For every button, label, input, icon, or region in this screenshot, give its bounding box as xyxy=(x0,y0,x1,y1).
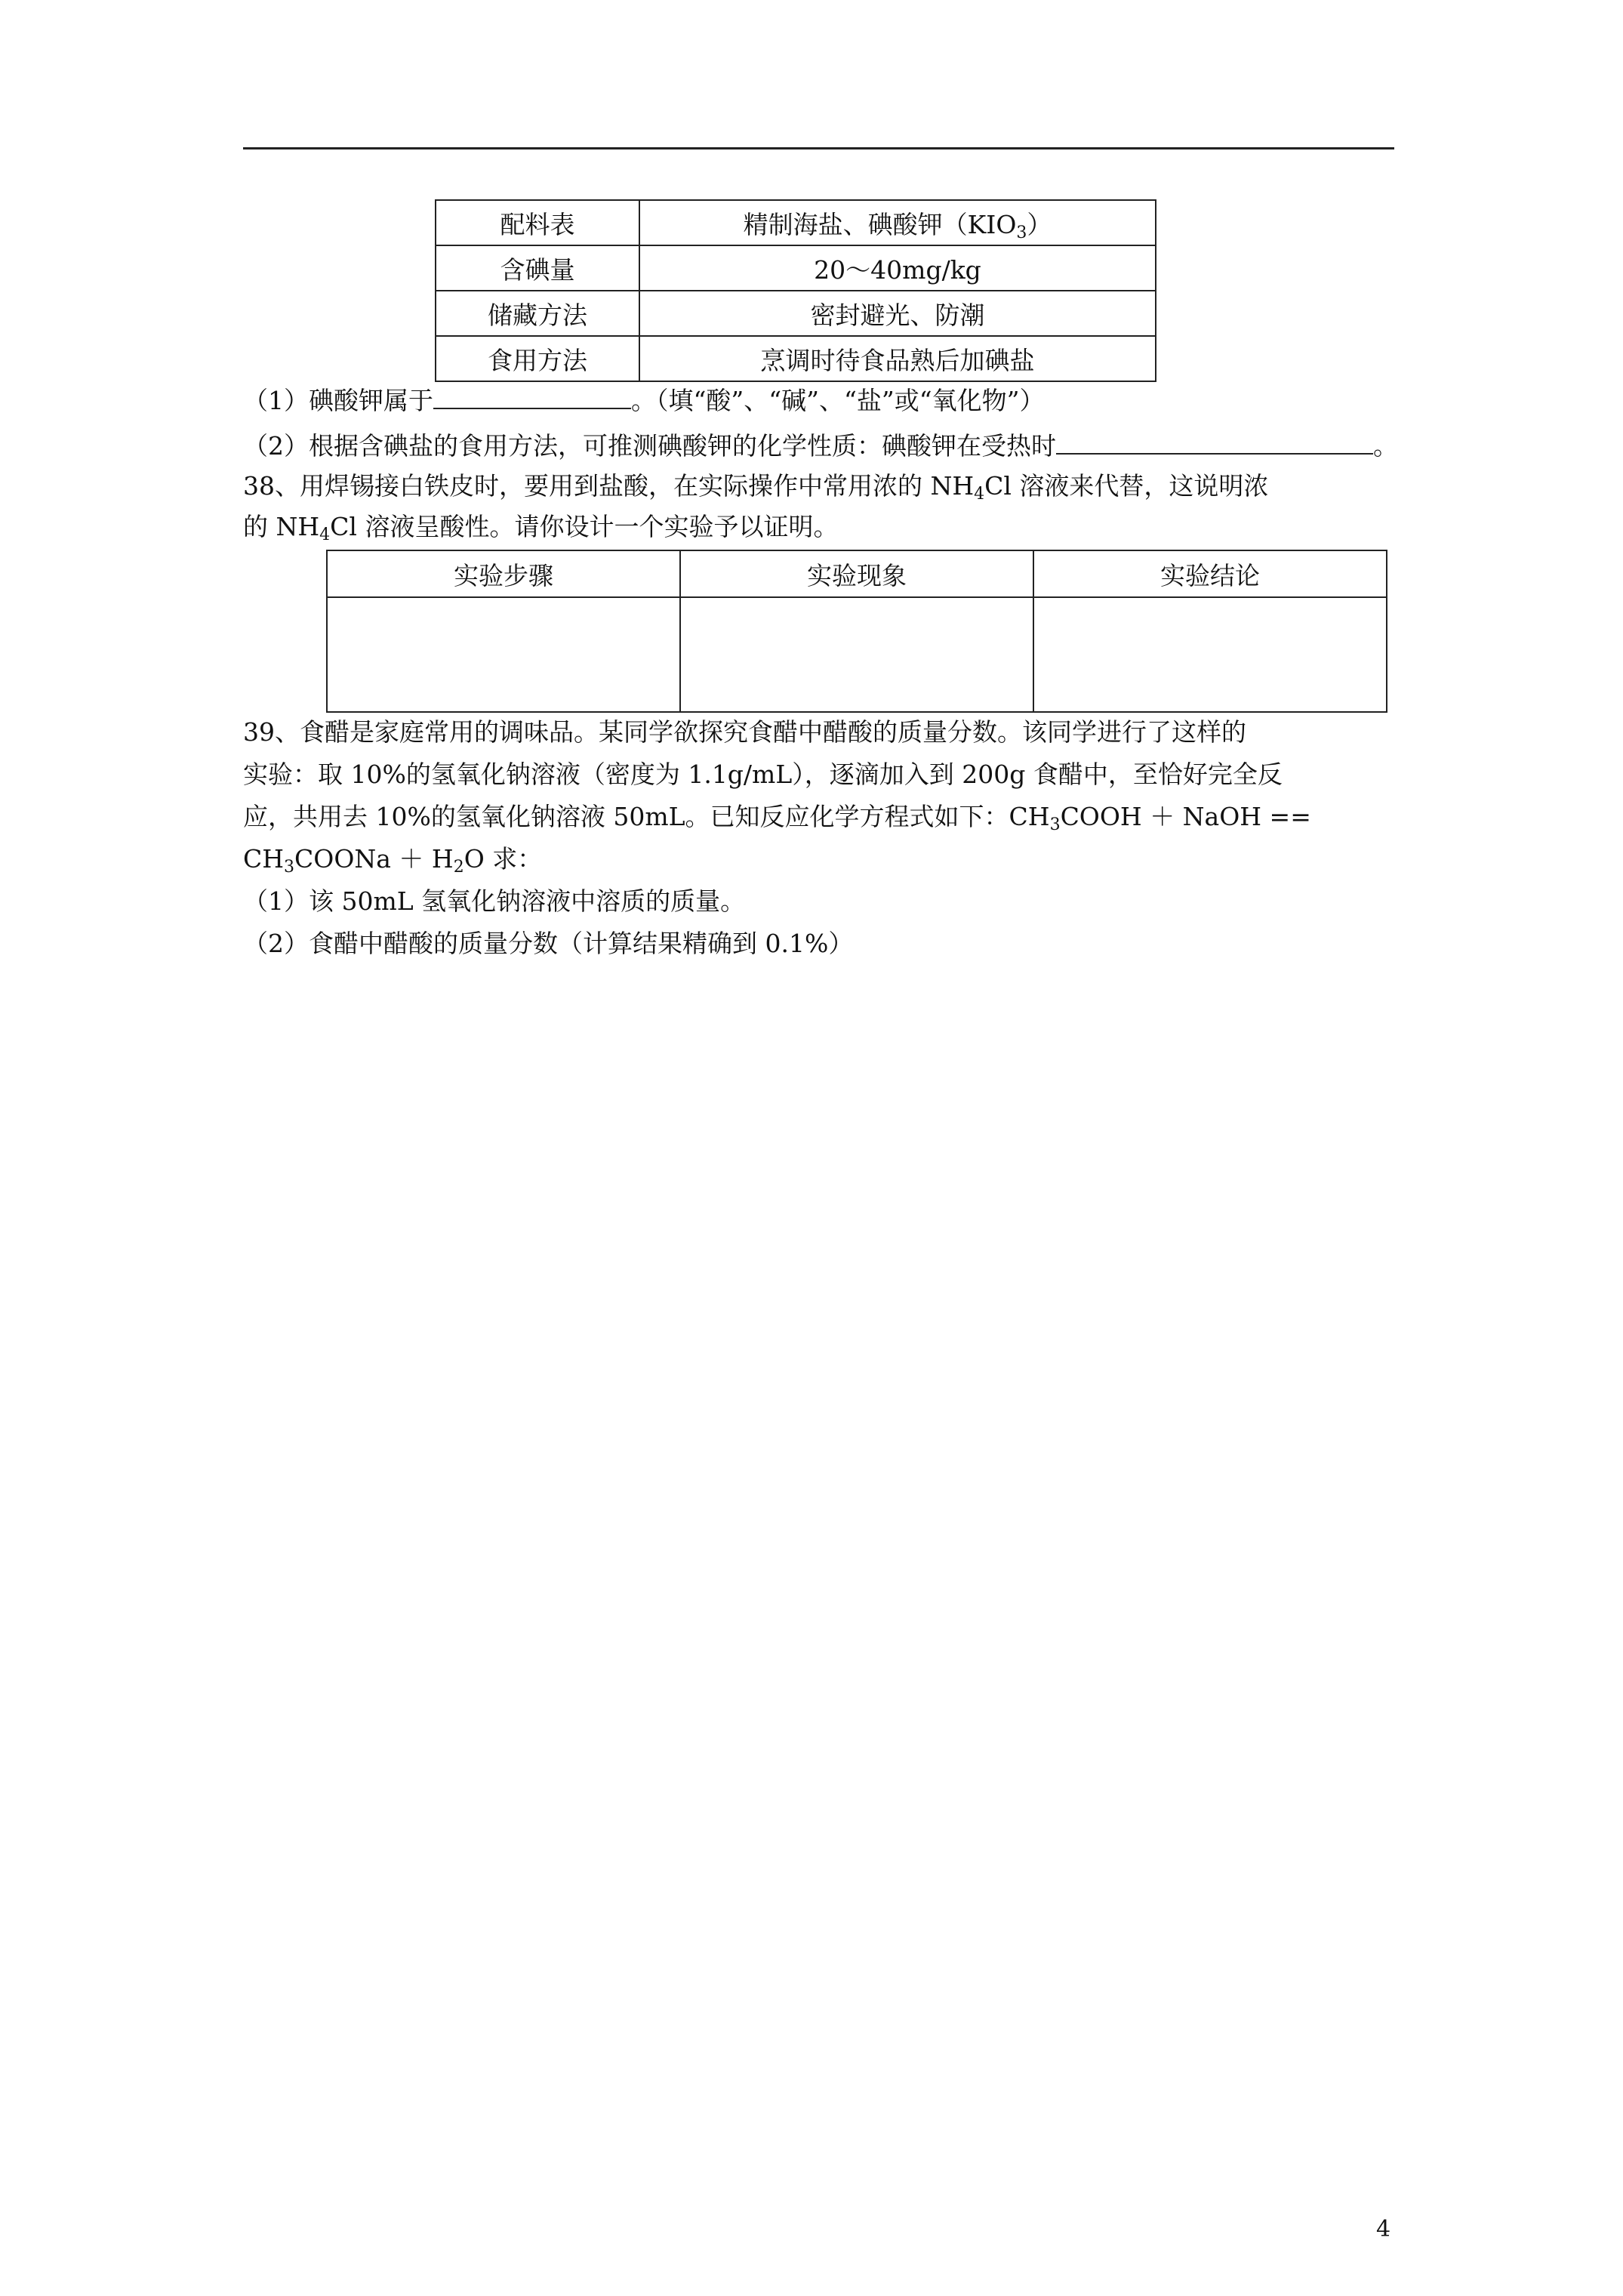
q38-line1: 38、用焊锡接白铁皮时，要用到盐酸，在实际操作中常用浓的 $NH_4Cl$ 溶液来代替，这说明浓 xyxy=(243,471,1269,504)
q37-part1: （1）碘酸钾属于 。（填“酸”、“碱”、“盐”或“氧化物”） xyxy=(243,384,1044,416)
table-row xyxy=(327,597,1387,712)
table-row xyxy=(436,291,1156,336)
q39-line3: 应，共用去 10%的氢氧化钠溶液 50mL。已知反应化学方程式如下：$CH_3COOH$ ＋ NaOH == xyxy=(243,802,1311,834)
page-number: 4 xyxy=(1376,2216,1391,2242)
q37-part2: （2）根据含碘盐的食用方法，可推测碘酸钾的化学性质：碘酸钾在受热时 。 xyxy=(243,429,1398,461)
table-cell: 含碘量 xyxy=(436,245,639,291)
table-row xyxy=(436,200,1156,245)
q39-line4: $CH_3COONa + H_2O$ 求： xyxy=(243,844,543,877)
table-cell: 20～40mg/kg xyxy=(639,245,1156,291)
table-header-row xyxy=(327,550,1387,597)
table-row xyxy=(436,245,1156,291)
answer-blank[interactable] xyxy=(433,384,631,409)
table-cell: 密封避光、防潮 xyxy=(639,291,1156,336)
q38-line2: 的 $NH_4Cl$ 溶液呈酸性。请你设计一个实验予以证明。 xyxy=(243,512,839,544)
q39-part2: （2）食醋中醋酸的质量分数（计算结果精确到 0.1%） xyxy=(243,929,854,958)
salt-label-table xyxy=(435,199,1156,382)
table-row xyxy=(436,336,1156,381)
table-cell: 精制海盐、碘酸钾$(KIO_3)$ xyxy=(639,200,1156,245)
q39-line2: 实验：取 10%的氢氧化钠溶液（密度为 1.1g/mL），逐滴加入到 200g 食醋中，至恰好完全反 xyxy=(243,760,1283,789)
column-header: 实验现象 xyxy=(680,550,1033,597)
table-cell: 储藏方法 xyxy=(436,291,639,336)
q39-part1: （1）该 50mL 氢氧化钠溶液中溶质的质量。 xyxy=(243,886,746,916)
experiment-table xyxy=(326,550,1387,713)
table-cell: 配料表 xyxy=(436,200,639,245)
answer-cell[interactable] xyxy=(1033,597,1387,712)
table-cell: 烹调时待食品熟后加碘盐 xyxy=(639,336,1156,381)
q39-line1: 39、食醋是家庭常用的调味品。某同学欲探究食醋中醋酸的质量分数。该同学进行了这样的 xyxy=(243,717,1246,747)
column-header: 实验结论 xyxy=(1033,550,1387,597)
header-rule xyxy=(243,147,1394,149)
answer-cell[interactable] xyxy=(680,597,1033,712)
answer-cell[interactable] xyxy=(327,597,680,712)
answer-blank[interactable] xyxy=(1056,429,1373,455)
column-header: 实验步骤 xyxy=(327,550,680,597)
table-cell: 食用方法 xyxy=(436,336,639,381)
